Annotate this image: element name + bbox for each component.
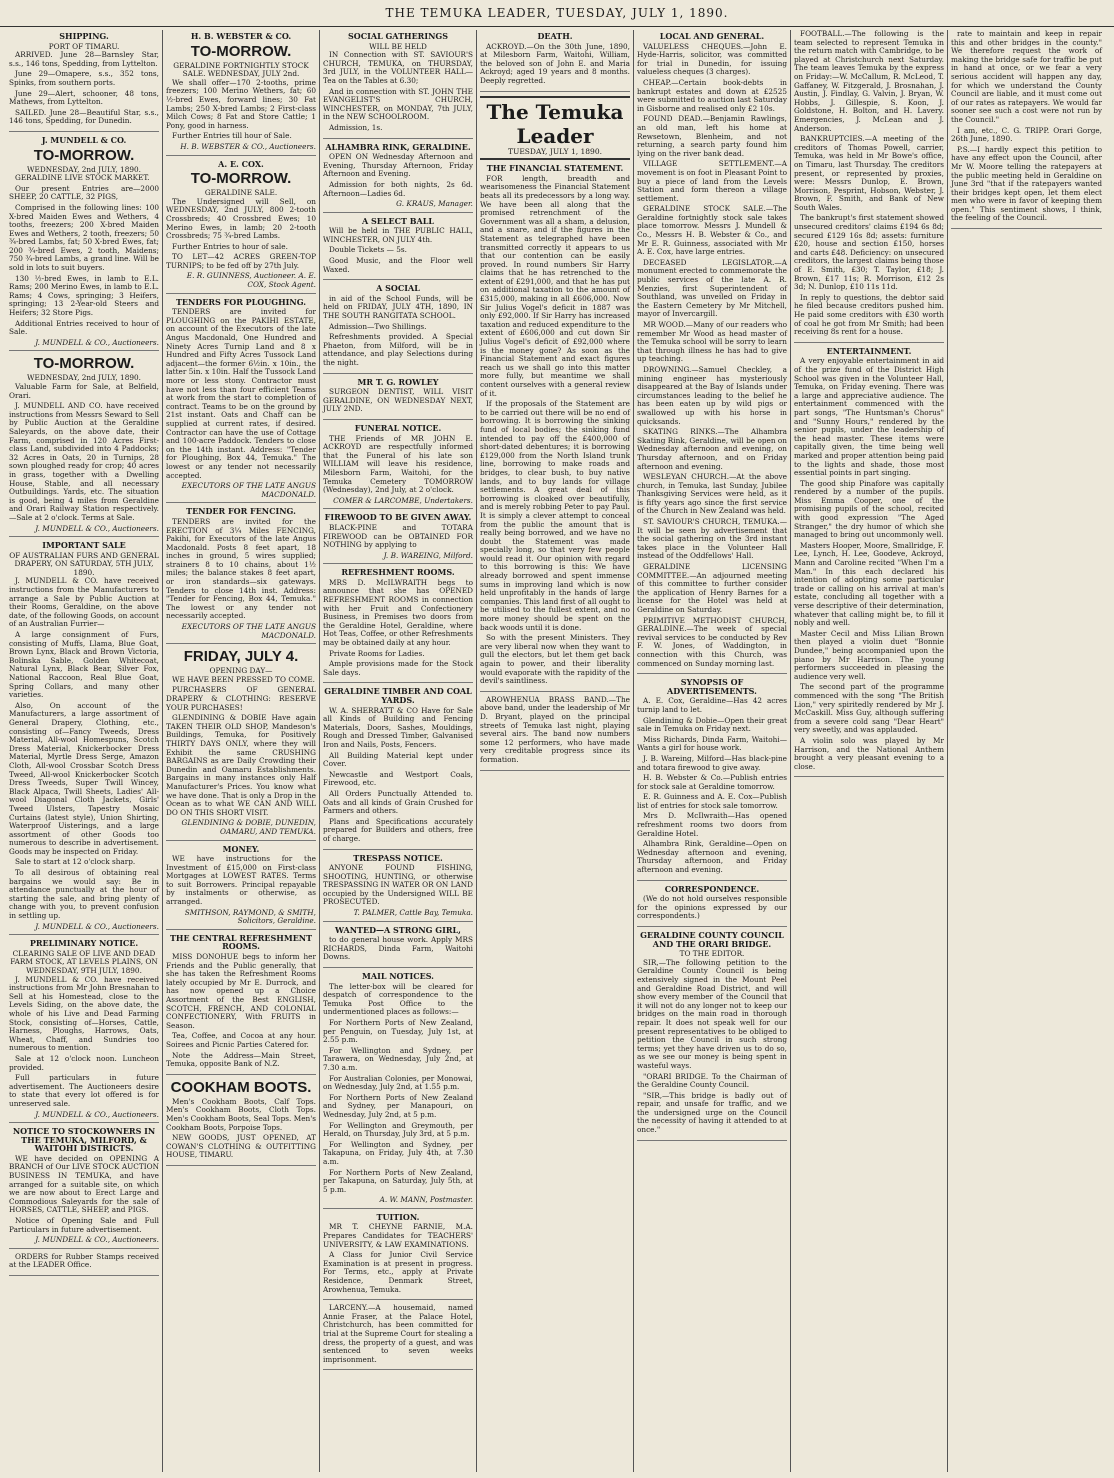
article-heading: FUNERAL NOTICE. [354, 422, 442, 433]
article [9, 541, 159, 935]
article [166, 160, 316, 294]
article-heading: ALHAMBRA RINK, GERALDINE. [325, 141, 471, 152]
article-body [323, 579, 473, 678]
subheading: WILL BE HELD [369, 41, 427, 51]
article [9, 136, 159, 351]
subheading: OF AUSTRALIAN FURS AND GENERAL DRAPERY, ON SATURDAY, 5TH JULY, 1890. [9, 550, 159, 577]
paragraph: Will be held in THE PUBLIC HALL, WINCHESTER, ON JULY 4th. [323, 226, 473, 244]
subheading: WEDNESDAY, 2nd JULY, 1890. [27, 164, 141, 174]
article [794, 347, 944, 778]
paragraph: Refreshments provided. A Special Phaeton, from Milford, will be in attendance, and play Selections during the night. [323, 332, 473, 367]
article [166, 298, 316, 504]
article-heading: A. E. COX. [218, 158, 264, 169]
paragraph: "SIR,—This bridge is badly out of repair, and unsafe for traffic, and we the undersigned urge on the Council the necessity of having it attended to at once." [637, 1090, 787, 1135]
article [637, 678, 787, 880]
article [637, 32, 787, 674]
subheading: OPENING DAY— [209, 666, 273, 676]
paragraph: Mrs D. McIlwraith—Has opened refreshment rooms two doors from Geraldine Hotel. [637, 811, 787, 838]
article-body [9, 383, 159, 523]
subheading: GERALDINE FORTNIGHTLY STOCK SALE. WEDNESDAY, JULY 2nd. [173, 60, 309, 79]
paragraph: J. MUNDELL & CO. have received instructions from the Manufacturers to arrange a Sale by Public Auction at their Rooms, Geraldine, on the above date, of the following Goods, on account of an Australian Furrier— [9, 576, 159, 629]
article-heading: THE CENTRAL REFRESHMENT ROOMS. [169, 932, 313, 952]
article-body [323, 388, 473, 414]
article-heading: CORRESPONDENCE. [664, 883, 760, 894]
article-body [323, 864, 473, 907]
article [323, 424, 473, 509]
paragraph: PURCHASERS OF GENERAL DRAPERY & CLOTHING: RESERVE YOUR PURCHASES! [166, 685, 316, 712]
paragraph: Masters Hooper, Moore, Smallridge, F. Lee, Lynch, H. Lee, Goodeve, Ackroyd, Mann and Caroline recited "When I'm a Man." In this each declared his intention of adopting some particular trade or calling on his arrival at man's estate, concluding all together with a verse descriptive of their determination, whatever that calling might be, to fill it nobly and well. [794, 540, 944, 628]
paragraph: TO LET—42 ACRES GREEN-TOP TURNIPS; to be fed off by 27th July. [166, 252, 316, 270]
article-heading: FIREWOOD TO BE GIVEN AWAY. [324, 512, 472, 523]
paragraph: Notice of Opening Sale and Full Particulars in future advertisement. [9, 1216, 159, 1234]
paragraph: WESLEYAN CHURCH.—At the above church, in Temuka, last Sunday, Jubilee Thanksgiving Services were held, as it is fifty years ago since the first service of the Church in New Zealand was held. [637, 472, 787, 516]
paragraph: For Australian Colonies, per Monowai, on Wednesday, July 2nd, at 1.55 p.m. [323, 1073, 473, 1092]
paragraph: Double Tickets — 5s. [329, 245, 407, 255]
display-heading: TO-MORROW. [190, 42, 292, 60]
paragraph: Comprised in the following lines: 100 X-bred Maiden Ewes and Wethers, 4 tooths, freezers; 200 X-bred Maiden Ewes and Wethers, 2 tooth, freezers; 50 ¾-bred Lambs, fat; 50 X-bred Ewes, fat; 200 ¾-bred Ewes, 2 tooth, Maidens; 750 ¾-bred Lambs, a grand line. Will be sold in lots to suit buyers. [9, 202, 159, 273]
paragraph: J. MUNDELL & CO. have received instructions from Mr John Bresnahan to Sell at his Homestead, close to the Levels Siding, on the above date, the whole of his Live and Dead Farming Stock, consisting of—Horses, Cattle, Harness, Ploughs, Harrows, Oats, Wheat, Chaff, and Sundries too numerous to mention. [9, 974, 159, 1053]
article [637, 885, 787, 927]
article-body [323, 707, 473, 844]
paragraph: DROWNING.—Samuel Checkley, a mining engineer has mysteriously disappeared at the Bay of Islands under circumstances leading to the belief he has been eaten up by wild pigs or swallowed up with his horse in quicksands. [637, 364, 787, 426]
article [480, 164, 630, 692]
paragraph: AROWHENUA BRASS BAND.—The above band, under the leadership of Mr D. Bryant, played on the principal streets of Temuka last night, playing several airs. The band now numbers some 12 performers, who have made very creditable progress since its formation. [480, 694, 630, 764]
article-body [166, 308, 316, 480]
column-1 [6, 30, 163, 1472]
article [166, 1079, 316, 1166]
paragraph: Sale at 12 o'clock noon. Luncheon provided. [9, 1053, 159, 1072]
article-body [951, 30, 1102, 223]
signature: J. B. WAREING, Milford. [383, 550, 473, 560]
paragraph: A. E. Cox, Geraldine—Has 42 acres turnip land to let. [637, 696, 787, 714]
paragraph: VALUELESS CHEQUES.—John E. Hyde-Harris, solicitor, was committed for trial in Dunedin, for issuing valueless cheques (3 charges). [637, 41, 787, 77]
display-heading: COOKHAM BOOTS. [170, 1078, 312, 1096]
article-heading: H. B. WEBSTER & CO. [190, 31, 292, 41]
paragraph: A violin solo was played by Mr Harrison, and the National Anthem brought a very pleasant evening to a close. [794, 735, 944, 771]
article-heading: J. MUNDELL & CO. [41, 134, 127, 145]
paragraph: P.S.—I hardly expect this petition to have any effect upon the Council, after Mr W. Moore telling the ratepayers at the public meeting held in Geraldine on June 3rd "that if the ratepayers wanted their bridges kept open, let them elect men who were in favor of keeping them open." This sentiment shows, I think, the feeling of the Council. [951, 144, 1102, 223]
paragraph: SURGEON DENTIST, WILL VISIT GERALDINE, ON WEDNESDAY NEXT, JULY 2ND. [323, 387, 473, 414]
article [166, 32, 316, 156]
paragraph: OPEN ON Wednesday Afternoon and Evening, Thursday Afternoon, Friday Afternoon and Evening. [323, 152, 473, 179]
paragraph: WE have instructions for the Investment of £15,000 on First-class Mortgages at LOWEST RATES. Terms to suit Borrowers. Principal repayable by instalments or otherwise, as arranged. [166, 854, 316, 907]
title-text: The Temuka Leader [486, 99, 624, 148]
signature: GLENDINING & DOBIE, DUNEDIN, OAMARU, AND TEMUKA. [181, 818, 316, 836]
signature: J. MUNDELL & CO., Auctioneers. [35, 1235, 159, 1245]
article [9, 1127, 159, 1249]
paragraph: WE have decided on OPENING A BRANCH of Our LIVE STOCK AUCTION BUSINESS IN TEMUKA, and have arranged for a suitable site, on which we are now about to Erect Large and Commodious Saleyards for the sale of HORSES, CATTLE, SHEEP, and PIGS. [9, 1153, 159, 1215]
paragraph: SKATING RINKS.—The Alhambra Skating Rink, Geraldine, will be open on Wednesday afternoon and evening, on Thursday afternoon, and on Friday afternoon and evening. [637, 427, 787, 471]
article-body [480, 696, 630, 765]
article [323, 32, 473, 139]
paragraph: The bankrupt's first statement showed unsecured creditors' claims £194 6s 8d; secured £129 16s 8d; assets: furniture £20, house and section £150, horses and carts £48. Deficiency: on unsecured creditors, the largest claims being those of E. Smith, £30; T. Taylor, £18; J. Brown, £17 11s; R. Morrison, £12 2s 3d; N. Dunlop, £10 11s 11d. [794, 213, 944, 292]
article [794, 30, 944, 343]
paragraph: Additional Entries received to hour of Sale. [9, 318, 159, 337]
article-heading: MAIL NOTICES. [362, 971, 434, 982]
article-body [323, 524, 473, 550]
subheading: TO THE EDITOR. [679, 949, 745, 959]
paragraph: GERALDINE LIVE STOCK MARKET. [15, 173, 150, 183]
display-heading: TO-MORROW. [33, 355, 135, 373]
article [323, 1213, 473, 1300]
article-body [166, 518, 316, 621]
paragraph: Admission, 1s. [329, 122, 383, 132]
article-body [323, 1223, 473, 1294]
signature: COMER & LARCOMBE, Undertakers. [333, 495, 473, 505]
article-body [323, 51, 473, 132]
paragraph: Further Entries to hour of sale. [172, 241, 288, 251]
paragraph: Valuable Farm for Sale, at Belfield, Orari. [9, 382, 159, 400]
article-heading: WANTED—A STRONG GIRL, [335, 924, 461, 935]
article [637, 931, 787, 1141]
paragraph: Good Music, and the Floor well Waxed. [323, 256, 473, 274]
subheading: CLEARING SALE OF LIVE AND DEAD FARM STOCK, AT LEVELS PLAINS, ON WEDNESDAY, 9TH JULY, 1890. [10, 948, 158, 975]
paragraph: W. A. SHERRATT & CO Have for Sale all Kinds of Building and Fencing Materials, Doors, Sashes, Mouldings, Rough and Dressed Timber, Galvanised Iron and Nails, Posts, Fencers. [323, 705, 473, 749]
article-body [637, 959, 787, 1135]
article-heading: LOCAL AND GENERAL. [659, 31, 765, 41]
article-body [323, 936, 473, 962]
paragraph: June 29—Omapere, s.s., 352 tons, Spinks, from southern ports. [9, 69, 159, 87]
paragraph: J. B. Wareing, Milford—Has black-pine and totara firewood to give away. [637, 753, 787, 772]
paragraph: And in connection with ST. JOHN THE EVANGELIST'S CHURCH, WINCHESTER, on MONDAY, 7th JULY, in the NEW SCHOOLROOM. [323, 86, 473, 122]
article [323, 143, 473, 213]
article-body [9, 51, 159, 126]
article-body [637, 43, 787, 669]
paragraph: THE Friends of MR JOHN E. ACKROYD are respectfully informed that the Funeral of his late son WILLIAM will leave his residence, Milesborn Farm, Waitohi, for the Temuka Cemetery TOMORROW (Wednesday), 2nd July, at 2 o'clock. [323, 433, 473, 495]
signature: SMITHSON, RAYMOND, & SMITH, Solicitors, Geraldine. [184, 907, 316, 926]
article-body [323, 435, 473, 495]
article-body [480, 175, 630, 686]
paragraph: A Class for Junior Civil Service Examination is at present in progress. For Terms, etc., apply at Private Residence, Denmark Street, Arowhenua, Temuka. [323, 1250, 473, 1294]
article-body [9, 174, 159, 337]
paragraph: I am, etc., C. G. TRIPP. Orari Gorge, 26th June, 1890. [951, 125, 1102, 144]
article [323, 926, 473, 968]
paragraph: VILLAGE SETTLEMENT.—A movement is on foot in Pleasant Point to buy a piece of land from the Levels Station and form thereon a village settlement. [637, 159, 787, 203]
paragraph: Plans and Specifications accurately prepared for Builders and others, free of charge. [323, 816, 473, 843]
paragraph: rate to maintain and keep in repair this and other bridges in the county." We therefore request the work of making the bridge safe for traffic be put in hand at once, or we fear a very serious accident will happen any day, for which we understand the County Council are liable, and it must come out of our rates as ratepayers. We would far sooner see such a cost were not run by the Council." [951, 30, 1102, 124]
article [9, 1253, 159, 1276]
paragraph: Admission—Two Shillings. [329, 321, 427, 331]
article-body [323, 227, 473, 274]
paragraph: 130 ½-bred Ewes, in lamb to E.L. Rams; 200 Merino Ewes, in lamb to E.L. Rams; 4 Cows, springing; 3 Heifers, springing; 13 2-Year-old Steers and Heifers; 32 Store Pigs. [9, 273, 159, 318]
paragraph: IN Connection with ST. SAVIOUR'S CHURCH, TEMUKA, on THURSDAY, 3rd JULY, in the VOLUNTEER HALL—Tea on the Tables at 6.30; [323, 50, 473, 85]
signature: J. MUNDELL & CO., Auctioneers. [35, 921, 159, 931]
paragraph: Private Rooms for Ladies. [329, 648, 425, 658]
article-body [166, 953, 316, 1069]
paragraph: (We do not hold ourselves responsible for the opinions expressed by our correspondents.) [637, 894, 787, 921]
article-body [323, 983, 473, 1195]
paragraph: MISS DONOHUE begs to inform her Friends and the Public generally, that she has taken the Refreshment Rooms lately occupied by Mr E. Durrock, and has now opened up a Choice Assortment of the Best ENGLISH, SCOTCH, FRENCH, AND COLONIAL CONFECTIONERY, With FRUITS in Season. [166, 952, 316, 1030]
paragraph: For Northern Ports of New Zealand, per Penguin, on Tuesday, July 1st, at 2.55 p.m. [323, 1018, 473, 1045]
paragraph: Newcastle and Westport Coals, Firewood, etc. [323, 769, 473, 788]
article [166, 845, 316, 930]
article [323, 513, 473, 564]
paragraph: Glendining & Dobie—Open their great sale in Temuka on Friday next. [637, 715, 787, 734]
article-body [9, 577, 159, 920]
article-heading: THE FINANCIAL STATEMENT. [486, 163, 624, 174]
article [323, 568, 473, 683]
signature: J. MUNDELL & CO., Auctioneers. [35, 337, 159, 347]
column-7 [948, 30, 1105, 1472]
article-heading: GERALDINE TIMBER AND COAL YARDS. [324, 686, 472, 705]
paragraph: CHEAP.—Certain book-debts in bankrupt estates and down at £2525 were submitted to auction last Saturday in Gisborne and realised only £2 10s. [637, 77, 787, 113]
display-heading: TO-MORROW. [33, 146, 135, 164]
paragraph: "ORARI BRIDGE. To the Chairman of the Geraldine County Council. [637, 1071, 787, 1090]
article [166, 648, 316, 840]
article-body [637, 697, 787, 874]
paragraph: H. B. Webster & Co.—Publish entries for stock sale at Geraldine tomorrow. [637, 773, 787, 791]
article-heading: A SELECT BALL [362, 215, 434, 226]
article [9, 32, 159, 132]
column-4 [477, 30, 634, 1472]
paragraph: WE HAVE BEEN PRESSED TO COME. [172, 674, 315, 684]
article-heading: SOCIAL GATHERINGS [348, 31, 448, 41]
article-body [323, 295, 473, 368]
paragraph: We shall offer—170 2-tooths, prime freezers; 100 Merino Wethers, fat; 60 ½-bred Ewes, forward lines; 30 Fat Lambs; 250 X-bred Lambs; 2 First-class Milch Cows; 8 Fat and Store Cattle; 1 Pony, good in harness. [166, 77, 316, 130]
article-body [794, 357, 944, 771]
paragraph: TENDERS are invited for the ERECTION of 3¼ Miles FENCING, Pakihi, for Executors of the late Angus Macdonald. Posts 8 feet apart, 18 inches in ground, 5 wires supplied; strainers 8 to 10 chains, about 1½ miles; the balance stakes 8 feet apart, or iron standards—six gateways. Tenders to close 14th inst. Address: "Tender for Fencing, Box 44, Temuka." The lowest or any tender not necessarily accepted. [166, 516, 316, 621]
article-heading: ENTERTAINMENT. [826, 345, 912, 356]
issue-date: TUESDAY, JULY 1, 1890. [508, 146, 602, 156]
subheading: GERALDINE SALE. [204, 188, 278, 198]
paragraph: PRIMITIVE METHODIST CHURCH, GERALDINE.—The week of special revival services to be conducted by Rev F. W. Jones, of Waddington, in connection with this Church, was commenced on Sunday morning last. [637, 615, 787, 668]
paragraph: GERALDINE STOCK SALE.—The Geraldine fortnightly stock sale takes place tomorrow. Messrs J. Mundell & Co., Messrs H. B. Webster & Co., and Mr E. R. Guinness, associated with Mr A. E. Cox, have large entries. [637, 204, 787, 257]
article [323, 854, 473, 922]
article [9, 939, 159, 1123]
article-body [637, 895, 787, 921]
paragraph: FOUND DEAD.—Benjamin Rawlings, an old man, left his home at Rewsetown, Blenheim, and not returning, a search party found him lying on the river bank dead. [637, 114, 787, 158]
paragraph: Alhambra Rink, Geraldine—Open on Wednesday afternoon and evening, Thursday afternoon, and Friday afternoon and evening. [637, 839, 787, 875]
article [323, 1304, 473, 1370]
article-body [9, 1253, 159, 1270]
column-2 [163, 30, 320, 1472]
paragraph: MR T. CHEYNE FARNIE, M.A. Prepares Candidates for TEACHERS' UNIVERSITY, & LAW EXAMINATIONS. [323, 1222, 473, 1249]
paragraph: DECEASED LEGISLATOR.—A monument erected to commemorate the public services of the late A. R. Menzies, first Superintendent of Southland, was unveiled on Friday in the Eastern Cemetery by Mr Mitchell, mayor of Invercargill. [637, 257, 787, 319]
paragraph: In reply to questions, the debtor said he filed because creditors pushed him. He paid some creditors with £30 worth of coal he got from Mr Smith; had been receiving 8s rent for a house. [794, 292, 944, 337]
signature: J. MUNDELL & CO., Auctioneers. [35, 1109, 159, 1119]
paragraph: The Undersigned will Sell, on WEDNESDAY, 2nd JULY, 800 2-tooth Crossbreds; 40 Crossbred Ewes; 10 Merino Ewes, in lamb; 20 2-tooth Crossbreds; 75 ¾-bred Lambs. [166, 196, 316, 241]
paragraph: BANKRUPTCIES.—A meeting of the creditors of Thomas Powell, carrier, Temuka, was held in Mr Bowe's office, on Timaru, last Thursday. The creditors present, or represented by proxies, were: Messrs Dunlop, E. Brown, Morrison, Pesprint, Hobson, Webster, J. Brown, F. Smith, and Bank of New South Wales. [794, 134, 944, 212]
paragraph: The good ship Pinafore was capitally rendered by a number of the pupils. Miss Emma Cooper, one of the promising pupils of the school, recited with good expression "The Aged Stranger," the dry humor of which she managed to bring out uncommonly well. [794, 478, 944, 540]
paragraph: Miss Richards, Dinda Farm, Waitohi—Wants a girl for house work. [637, 734, 787, 753]
paragraph: Men's Cookham Boots, Calf Tops. Men's Cookham Boots, Cloth Tops. Men's Cookham Boots, Seal Tops. Men's Cookham Boots, Porpoise Tops. [166, 1096, 316, 1132]
article-body [166, 79, 316, 141]
paragraph: Also, On account of the Manufacturers, a large assortment of General Drapery, Clothing, etc., consisting of—Fancy Tweeds, Dress Material, All-wool Homespuns, Scotch Dress Material, Knickerbocker Dress Material, Myrtle Dress Serge, Amazon Cloth, All-wool Crossbar Scotch Dress Tweed, All-wool Knickerbocker Scotch Dress Tweeds, Super Twill Wincey, Black Alpaca, Twill Sheets, Ladies' All-wool Diagonal Cloth Jackets, Girls' Tweed Ulsters, Tapestry Mosaic Curtains (latest style), Union Shirting, Waterproof Uisterings, and a large assortment of other Goods too numerous to describe in advertisement. Goods may be inspected on Friday. [9, 700, 159, 856]
newspaper-title [480, 96, 630, 161]
paragraph: So with the present Ministers. They are very liberal now when they want to gull the electors, but let them get back again to power, and their liberality would evaporate with the rapidity of the devil's saintliness. [480, 633, 630, 686]
article-body [166, 855, 316, 907]
article-heading: MONEY. [222, 843, 260, 854]
paragraph: LARCENY.—A housemaid, named Annie Fraser, at the Palace Hotel, Christchurch, has been committed for trial at the Supreme Court for stealing a dress, the property of a guest, and was sentenced to seven weeks imprisonment. [323, 1303, 473, 1364]
article-body [166, 676, 316, 818]
article-heading: REFRESHMENT ROOMS. [341, 567, 455, 578]
paragraph: ST. SAVIOUR'S CHURCH, TEMUKA.—It will be seen by advertisement that the social gathering on the 3rd instant takes place in the Volunteer Hall instead of the Oddfellows' Hall. [637, 517, 787, 561]
paragraph: MRS D. McILWRAITH begs to announce that she has OPENED REFRESHMENT ROOMS in connection with her Fruit and Confectionery Business, in Premises two doors from the Geraldine Hotel, Geraldine, where Hot Teas, Coffee, or other Refreshments may be obtained daily at any hour. [323, 577, 473, 648]
article [323, 284, 473, 373]
paragraph: For Wellington and Greymouth, per Herald, on Thursday, July 3rd, at 5 p.m. [323, 1120, 473, 1139]
paragraph: Sale to start at 12 o'clock sharp. [15, 857, 136, 867]
paragraph: The second part of the programme commenced with the song "The British Lion," very spiritedly rendered by Mr J. McCaskill. Miss Guy, although suffering from a severe cold sang "Dear Heart" very sweetly, and was applauded. [794, 682, 944, 735]
page-header: THE TEMUKA LEADER, TUESDAY, JULY 1, 1890. [0, 0, 1114, 27]
paragraph: A very enjoyable entertainment in aid of the prize fund of the District High School was given in the Volunteer Hall, Temuka, on Friday evening. There was a large and appreciative audience. The entertainment commenced with the part songs, "The Huntsman's Chorus" and "Sunny Hours," rendered by the senior pupils, under the leadership of the head master. These items were capitally given, the time being well marked and proper attention being paid to the lights and shade, those most essential points in part singing. [794, 356, 944, 478]
paragraph: ANYONE FOUND FISHING, SHOOTING, HUNTING, or otherwise TRESPASSING IN WATER OR ON LAND occupied by the Undersigned WILL BE PROSECUTED. [323, 863, 473, 907]
paragraph: Master Cecil and Miss Lilian Brown then played a violin duet "Bonnie Dundee," being accompanied upon the piano by Mr Harrison. The young performers succeeded in pleasing the audience very well. [794, 628, 944, 681]
article-heading: MR T. G. ROWLEY [357, 376, 439, 387]
paragraph: Full particulars in future advertisement. The Auctioneers desire to state that every lot offered is for unreserved sale. [9, 1073, 159, 1108]
columns [6, 30, 1108, 1472]
article-heading: TUITION. [376, 1211, 420, 1222]
paragraph: BLACK-PINE and TOTARA FIREWOOD can be OBTAINED FOR NOTHING by applying to [323, 522, 473, 550]
paragraph: J. MUNDELL AND CO. have received instructions from Messrs Seward to Sell by Public Auction at the Geraldine Saleyards, on the above date, their Farm, comprised in 120 Acres First-class Land, subdivided into 4 Paddocks; 32 Acres in Oats, 20 in Turnips, 28 sown ploughed ready for crop; 40 acres in grass, together with a Dwelling House, Stable, and all necessary Outbuildings. Yards, etc. The situation is good, being 4 miles from Geraldine and Orari Railway Station respectively.—Sale at 2 o'clock. Terms at Sale. [9, 401, 159, 522]
paragraph: A large consignment of Furs, consisting of Muffs, Llama, Blue Goat, Brown Lynx, Black and Brown Victoria, Bolinska Sable, Golden Whitecoat, Natural Lynx, Black Bear, Silver Fox, National Raccoon, Real Blue Goat, Spring Collars, and many other varieties. [9, 630, 159, 700]
article-heading: TRESPASS NOTICE. [353, 852, 443, 863]
article-body [166, 198, 316, 271]
signature: EXECUTORS OF THE LATE ANGUS MACDONALD. [181, 481, 316, 499]
article-heading: GERALDINE COUNTY COUNCIL AND THE ORARI BRIDGE. [640, 930, 784, 949]
subheading: WEDNESDAY, 2nd JULY, 1890. [27, 373, 141, 383]
paragraph: FOR length, breadth and wearisomeness the Financial Statement beats all its predecessors by a long way. We have been all along that the promised retrenchment of the Government was all a sham, a delusion, and a snare, and if the figures in the Statement as telegraphed have been transmitted correctly it appears to us that our contention can be easily proved. In round numbers Sir Harry claims that he has retrenched to the extent of £291,000, and that he has put on additional taxation to the amount of £315,000, making in all £606,000. Now Sir Julius Vogel's deficit in 1887 was only £92,000. If Sir Harry has increased taxation and reduced expenditure to the extent of £606,000 and cut down Sir Julius Vogel's deficit of £92,000 where is the money gone? As soon as the Financial Statement and exact figures reach us we shall go into this matter more fully, but meantime we shall content ourselves with a general review of it. [480, 173, 630, 398]
paragraph: Note the Address—Main Street, Temuka, opposite Bank of N.Z. [166, 1050, 316, 1069]
paragraph: SIR,—The following petition to the Geraldine County Council is being extensively signed in the Mount Peel and Geraldine Road District, and will show every member of the Council that it will not do any longer not to keep our bridges on the main road in thorough repair. It does not speak well for our present representatives to be obliged to petition the Council in such strong terms; yet they have driven us to do so, as we see our money is being spent in wasteful ways. [637, 957, 787, 1070]
paragraph: SAILED. June 28—Beautiful Star, s.s., 146 tons, Spedding, for Dunedin. [9, 107, 159, 126]
article [323, 217, 473, 281]
column-6 [791, 30, 948, 1472]
paragraph: For Wellington and Sydney, per Takapuna, on Friday, July 4th, at 7.30 a.m. [323, 1139, 473, 1166]
paragraph: If the proposals of the Statement are to be carried out there will be no end of borrowing. It is borrowing the sinking fund of local bodies; the sinking fund intended to pay off the £400,000 of short-dated debentures; it is borrowing £129,000 from the North Island trunk line, borrowing to make roads and bridges, to clear bush, to buy native lands, and to buy lands for village settlements. A great deal of this borrowing is cloaked over beautifully, and is merely robbing Peter to pay Paul. It is simply a clever attempt to conceal from the public the amount that is really being borrowed, and we have no doubt the Statement was made specially long, so that very few people would read it. Our opinion with regard to this borrowing is this: We have already borrowed and spent immense sums in improving land which is now held unprofitably in the hands of large companies. This land first of all ought to be utilised to the fullest extent, and no more money should be spent on the back woods until it is done. [480, 399, 630, 632]
paragraph: Ample provisions made for the Stock Sale days. [323, 659, 473, 677]
paragraph: ARRIVED. June 28—Barnsley Star, s.s., 146 tons, Spedding, from Lyttelton. [9, 50, 159, 68]
subheading: PORT OF TIMARU. [48, 41, 120, 51]
article-body [323, 153, 473, 198]
article-heading: SYNOPSIS OF ADVERTISEMENTS. [667, 677, 757, 696]
article-heading: DEATH. [537, 31, 573, 41]
article [480, 32, 630, 92]
article-body [794, 30, 944, 337]
signature: EXECUTORS OF THE LATE ANGUS MACDONALD. [181, 622, 316, 640]
paragraph: in aid of the School Funds, will be held on FRIDAY, JULY 4TH, 1890, IN THE SOUTH RANGITATA SCHOOL. [323, 293, 473, 321]
paragraph: For Northern Ports of New Zealand, per Takapuna, on Saturday, July 5th, at 5 p.m. [323, 1167, 473, 1194]
paragraph: ORDERS for Rubber Stamps received at the LEADER Office. [9, 1251, 159, 1270]
signature: H. B. WEBSTER & CO., Auctioneers. [180, 141, 316, 151]
article [9, 355, 159, 537]
paragraph: June 29—Alert, schooner, 48 tons, Mathews, from Lyttelton. [9, 88, 159, 107]
article [323, 687, 473, 849]
display-heading: FRIDAY, JULY 4. [183, 648, 299, 666]
column-3 [320, 30, 477, 1472]
paragraph: GERALDINE LICENSING COMMITTEE.—An adjourned meeting of this committee to further consider the application of Henry Barnes for a license for the Hotel was held at Geraldine on Saturday. [637, 562, 787, 614]
paragraph: Our present Entries are—2000 SHEEP, 20 CATTLE, 32 PIGS, [9, 183, 159, 202]
paragraph: Tea, Coffee, and Cocoa at any hour. Soirees and Picnic Parties Catered for. [166, 1031, 316, 1049]
article [951, 30, 1102, 229]
article [323, 972, 473, 1209]
article-heading: IMPORTANT SALE [42, 540, 126, 551]
signature: T. PALMER, Cattle Bay, Temuka. [353, 908, 473, 918]
article [323, 378, 473, 420]
paragraph: All Orders Punctually Attended to. Oats and all kinds of Grain Crushed for Farmers and others. [323, 788, 473, 816]
article [166, 934, 316, 1075]
signature: G. KRAUS, Manager. [396, 199, 473, 209]
paragraph: For Wellington and Sydney, per Tarawera, on Wednesday, July 2nd, at 7.30 a.m. [323, 1045, 473, 1072]
article-body [9, 1155, 159, 1234]
paragraph: For Northern Ports of New Zealand and Sydney, per Manapouri, on Wednesday, July 2nd, at 5 p.m. [323, 1092, 473, 1119]
article-heading: TENDER FOR FENCING. [186, 506, 296, 517]
paragraph: Admission for both nights, 2s 6d. Afternoon—Ladies 6d. [323, 179, 473, 198]
paragraph: NEW GOODS, JUST OPENED, AT COWAN'S CLOTHING & OUTFITTING HOUSE, TIMARU. [166, 1133, 316, 1160]
paragraph: The letter-box will be cleared for despatch of correspondence to the Temuka Post Office to the undermentioned places as follows:— [323, 981, 473, 1017]
article-heading: NOTICE TO STOCKOWNERS IN THE TEMUKA, MILFORD, & WAITOHI DISTRICTS. [12, 1126, 156, 1154]
paragraph: To all desirous of obtaining real bargains we would say: Be in attendance punctually at the hour of starting the sale, and bring plenty of change with you, to prevent confusion in settling up. [9, 868, 159, 921]
signature: E. R. GUINNESS, Auctioneer. A. E. COX, Stock Agent. [186, 271, 316, 290]
paragraph: TENDERS are invited for PLOUGHING on the PAKIHI ESTATE, on account of the Executors of the late Angus Macdonald, One Hundred and Ninety Acres Turnip Land and 8 x Hundred and Fifty Acres Tussock Land adjacent—the former 6½in. x 10in., the latter 5in. x 10in. Half the Tussock Land more or less stony. Contractor must have not less than four efficient Teams at work from the start to completion of contract. Teams to be on the ground by 21st instant. Oats and Chaff can be supplied at current rates, if desired. Contractor can have the use of Cottage and 100-acre Paddock. Tenders to close on the 14th instant. Address: "Tender for Ploughing, Box 44, Temuka." The lowest or any tender not necessarily accepted. [166, 307, 316, 480]
paragraph: GLENDINING & DOBIE Have again TAKEN THEIR OLD SHOP, Mandeson's Buildings, Temuka, for Positively THIRTY DAYS ONLY, where they will Exhibit the same CRUSHING BARGAINS as are Daily Crowding their Dunedin and Oamaru Establishments. Bargains in many instances only Half Manufacturer's Prices. You know what we have done. That is only a Drop in the Ocean as to what WE CAN AND WILL DO ON THIS SHORT VISIT. [166, 713, 316, 817]
paragraph: FOOTBALL.—The following is the team selected to represent Temuka in the return match with Cambridge, to be played at Christchurch next Saturday. The team leaves Temuka by the express on Friday:—W. McCallum, R. McLeod, T. Gaffaney, W. Fitzgerald, J. Brosnahan, J. Austin, J. Findlay, G. Valvin, J. Bryan, W. Hobbs, J. Gillespie, S. Koon, J. Goldstone, H. Bolton, and H. Lavery. Emergencies, J. McLean and J. Anderson. [794, 30, 944, 133]
paragraph: MR WOOD.—Many of our readers who remember Mr Wood as head master of the Temuka school will be sorry to learn that through illness he has had to give up teaching. [637, 320, 787, 364]
signature: J. MUNDELL & CO., Auctioneers. [35, 523, 159, 533]
article [166, 507, 316, 644]
article-body [9, 976, 159, 1109]
paragraph: Further Entries till hour of Sale. [172, 131, 292, 141]
article-heading: SHIPPING. [59, 31, 109, 41]
article-body [323, 1304, 473, 1364]
signature: A. W. MANN, Postmaster. [379, 1195, 473, 1205]
article-heading: A SOCIAL [376, 283, 420, 294]
paragraph: E. R. Guinness and A. E. Cox—Publish list of entries for stock sale tomorrow. [637, 792, 787, 810]
paragraph: ACKROYD.—On the 30th June, 1890, at Milesborn Farm, Waitohi, William, the beloved son of John E. and Maria Ackroyd; aged 19 years and 8 months. Deeply regretted. [480, 41, 630, 85]
article-body [166, 1098, 316, 1160]
paragraph: All Building Material kept under Cover. [323, 750, 473, 769]
paragraph: to do general house work. Apply MRS RICHARDS, Dinda Farm, Waitohi Downs. [323, 935, 473, 962]
article [480, 696, 630, 771]
column-5 [634, 30, 791, 1472]
article-heading: PRELIMINARY NOTICE. [29, 938, 139, 949]
display-heading: TO-MORROW. [190, 170, 292, 188]
article-body [480, 43, 630, 86]
article-heading: TENDERS FOR PLOUGHING. [175, 296, 307, 307]
